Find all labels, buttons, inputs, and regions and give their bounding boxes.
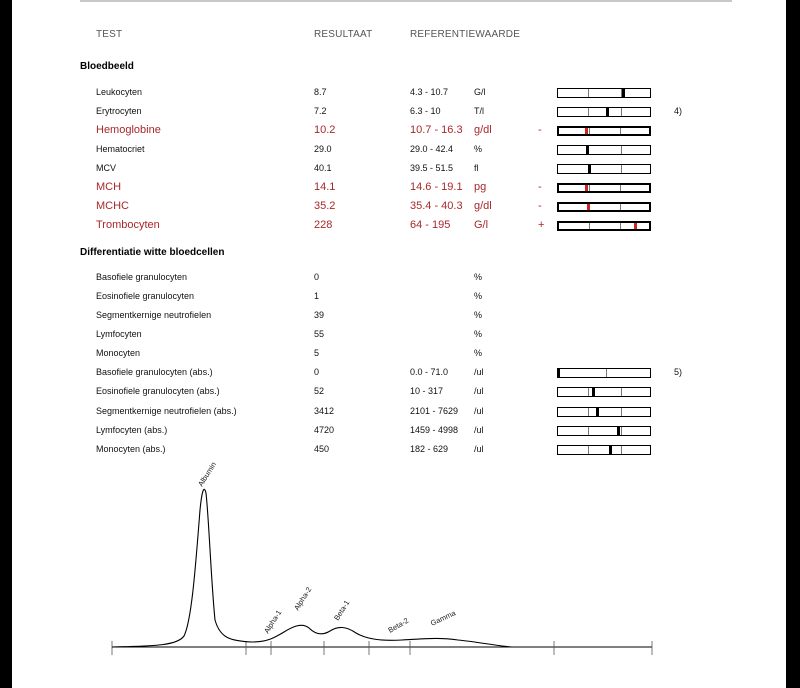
footnote: 5) <box>674 367 683 377</box>
unit: % <box>474 272 483 282</box>
peak-label: Beta-2 <box>386 615 411 635</box>
test-name: Erytrocyten <box>96 106 142 116</box>
unit: G/l <box>474 219 489 231</box>
result-marker <box>585 128 588 134</box>
test-name: MCHC <box>96 200 129 212</box>
reference-range: 10.7 - 16.3 <box>410 124 463 136</box>
result-marker <box>587 204 590 210</box>
result-marker <box>622 89 625 97</box>
reference-range: 35.4 - 40.3 <box>410 200 463 212</box>
header-result: RESULTAAT <box>314 29 373 40</box>
electrophoresis-trace <box>112 489 512 647</box>
result-value: 35.2 <box>314 200 336 212</box>
bar-tick <box>621 146 622 154</box>
bar-tick <box>588 408 589 416</box>
reference-bar <box>557 407 651 417</box>
test-name: Basofiele granulocyten <box>96 272 188 282</box>
test-name: Lymfocyten (abs.) <box>96 425 168 435</box>
bar-tick <box>620 223 621 229</box>
unit: % <box>474 310 483 320</box>
test-name: Basofiele granulocyten (abs.) <box>96 367 213 377</box>
bar-tick <box>621 408 622 416</box>
result-value: 7.2 <box>314 106 327 116</box>
reference-range: 2101 - 7629 <box>410 406 459 416</box>
test-name: Monocyten <box>96 348 141 358</box>
reference-bar <box>557 368 651 378</box>
bar-tick <box>620 128 621 134</box>
reference-range: 6.3 - 10 <box>410 106 441 116</box>
footnote: 4) <box>674 106 683 116</box>
test-name: Eosinofiele granulocyten (abs.) <box>96 386 220 396</box>
reference-bar <box>557 387 651 397</box>
result-marker <box>617 427 620 435</box>
test-name: MCH <box>96 181 122 193</box>
result-marker <box>596 408 599 416</box>
result-value: 52 <box>314 386 325 396</box>
bar-tick <box>588 388 589 396</box>
reference-range: 39.5 - 51.5 <box>410 163 454 173</box>
peak-label: Albumin <box>196 460 219 489</box>
result-marker <box>634 223 637 229</box>
bar-tick <box>588 108 589 116</box>
result-value: 4720 <box>314 425 335 435</box>
bar-tick <box>621 108 622 116</box>
reference-bar <box>557 145 651 155</box>
bar-tick <box>621 427 622 435</box>
header-test: TEST <box>96 29 123 40</box>
result-marker <box>585 185 588 191</box>
result-value: 5 <box>314 348 320 358</box>
section-title: Differentiatie witte bloedcellen <box>80 247 225 258</box>
unit: /ul <box>474 386 484 396</box>
result-marker <box>557 369 560 377</box>
electrophoresis-curve <box>12 450 786 688</box>
result-value: 39 <box>314 310 325 320</box>
result-value: 0 <box>314 367 320 377</box>
test-name: Eosinofiele granulocyten <box>96 291 195 301</box>
result-marker <box>606 108 609 116</box>
test-name: Monocyten (abs.) <box>96 444 166 454</box>
top-divider <box>80 0 732 2</box>
bar-tick <box>606 369 607 377</box>
unit: T/l <box>474 106 484 116</box>
result-value: 0 <box>314 272 320 282</box>
result-value: 3412 <box>314 406 335 416</box>
result-value: 10.2 <box>314 124 336 136</box>
header-reference: REFERENTIEWAARDE <box>410 29 521 40</box>
unit: /ul <box>474 367 484 377</box>
peak-label: Gamma <box>429 608 458 628</box>
bar-tick <box>620 204 621 210</box>
test-name: Leukocyten <box>96 87 143 97</box>
result-value: 1 <box>314 291 320 301</box>
bar-tick <box>588 427 589 435</box>
peak-label: Beta-1 <box>332 598 352 623</box>
unit: g/dl <box>474 200 492 212</box>
reference-bar <box>557 164 651 174</box>
result-value: 29.0 <box>314 144 332 154</box>
reference-bar <box>557 88 651 98</box>
bar-tick <box>621 165 622 173</box>
test-name: Segmentkernige neutrofielen (abs.) <box>96 406 237 416</box>
test-name: Lymfocyten <box>96 329 142 339</box>
unit: % <box>474 291 483 301</box>
test-name: Hematocriet <box>96 144 145 154</box>
peak-label: Alpha-1 <box>262 608 284 636</box>
unit: /ul <box>474 444 484 454</box>
reference-range: 4.3 - 10.7 <box>410 87 449 97</box>
reference-range: 64 - 195 <box>410 219 451 231</box>
reference-range: 182 - 629 <box>410 444 449 454</box>
bar-tick <box>589 223 590 229</box>
bar-tick <box>621 388 622 396</box>
test-name: Trombocyten <box>96 219 160 231</box>
lab-report-page <box>12 0 786 688</box>
flag: + <box>538 219 545 231</box>
section-title: Bloedbeeld <box>80 61 134 72</box>
result-value: 228 <box>314 219 333 231</box>
bar-tick <box>620 185 621 191</box>
unit: G/l <box>474 87 486 97</box>
unit: % <box>474 348 483 358</box>
reference-range: 29.0 - 42.4 <box>410 144 454 154</box>
unit: /ul <box>474 406 484 416</box>
reference-range: 10 - 317 <box>410 386 444 396</box>
reference-bar <box>557 221 651 231</box>
reference-range: 14.6 - 19.1 <box>410 181 463 193</box>
reference-range: 1459 - 4998 <box>410 425 459 435</box>
unit: % <box>474 329 483 339</box>
test-name: Segmentkernige neutrofielen <box>96 310 212 320</box>
unit: g/dl <box>474 124 492 136</box>
result-marker <box>586 146 589 154</box>
reference-bar <box>557 126 651 136</box>
test-name: Hemoglobine <box>96 124 161 136</box>
unit: pg <box>474 181 487 193</box>
result-value: 55 <box>314 329 325 339</box>
bar-tick <box>589 128 590 134</box>
flag: - <box>538 124 542 136</box>
result-value: 450 <box>314 444 330 454</box>
result-value: 8.7 <box>314 87 327 97</box>
unit: % <box>474 144 483 154</box>
reference-bar <box>557 107 651 117</box>
reference-bar <box>557 183 651 193</box>
result-marker <box>592 388 595 396</box>
result-marker <box>588 165 591 173</box>
unit: /ul <box>474 425 484 435</box>
bar-tick <box>588 89 589 97</box>
flag: - <box>538 200 542 212</box>
reference-range: 0.0 - 71.0 <box>410 367 449 377</box>
result-value: 40.1 <box>314 163 332 173</box>
test-name: MCV <box>96 163 116 173</box>
bar-tick <box>589 185 590 191</box>
reference-bar <box>557 426 651 436</box>
peak-label: Alpha-2 <box>292 585 314 613</box>
flag: - <box>538 181 542 193</box>
unit: fl <box>474 163 479 173</box>
result-value: 14.1 <box>314 181 336 193</box>
reference-bar <box>557 202 651 212</box>
